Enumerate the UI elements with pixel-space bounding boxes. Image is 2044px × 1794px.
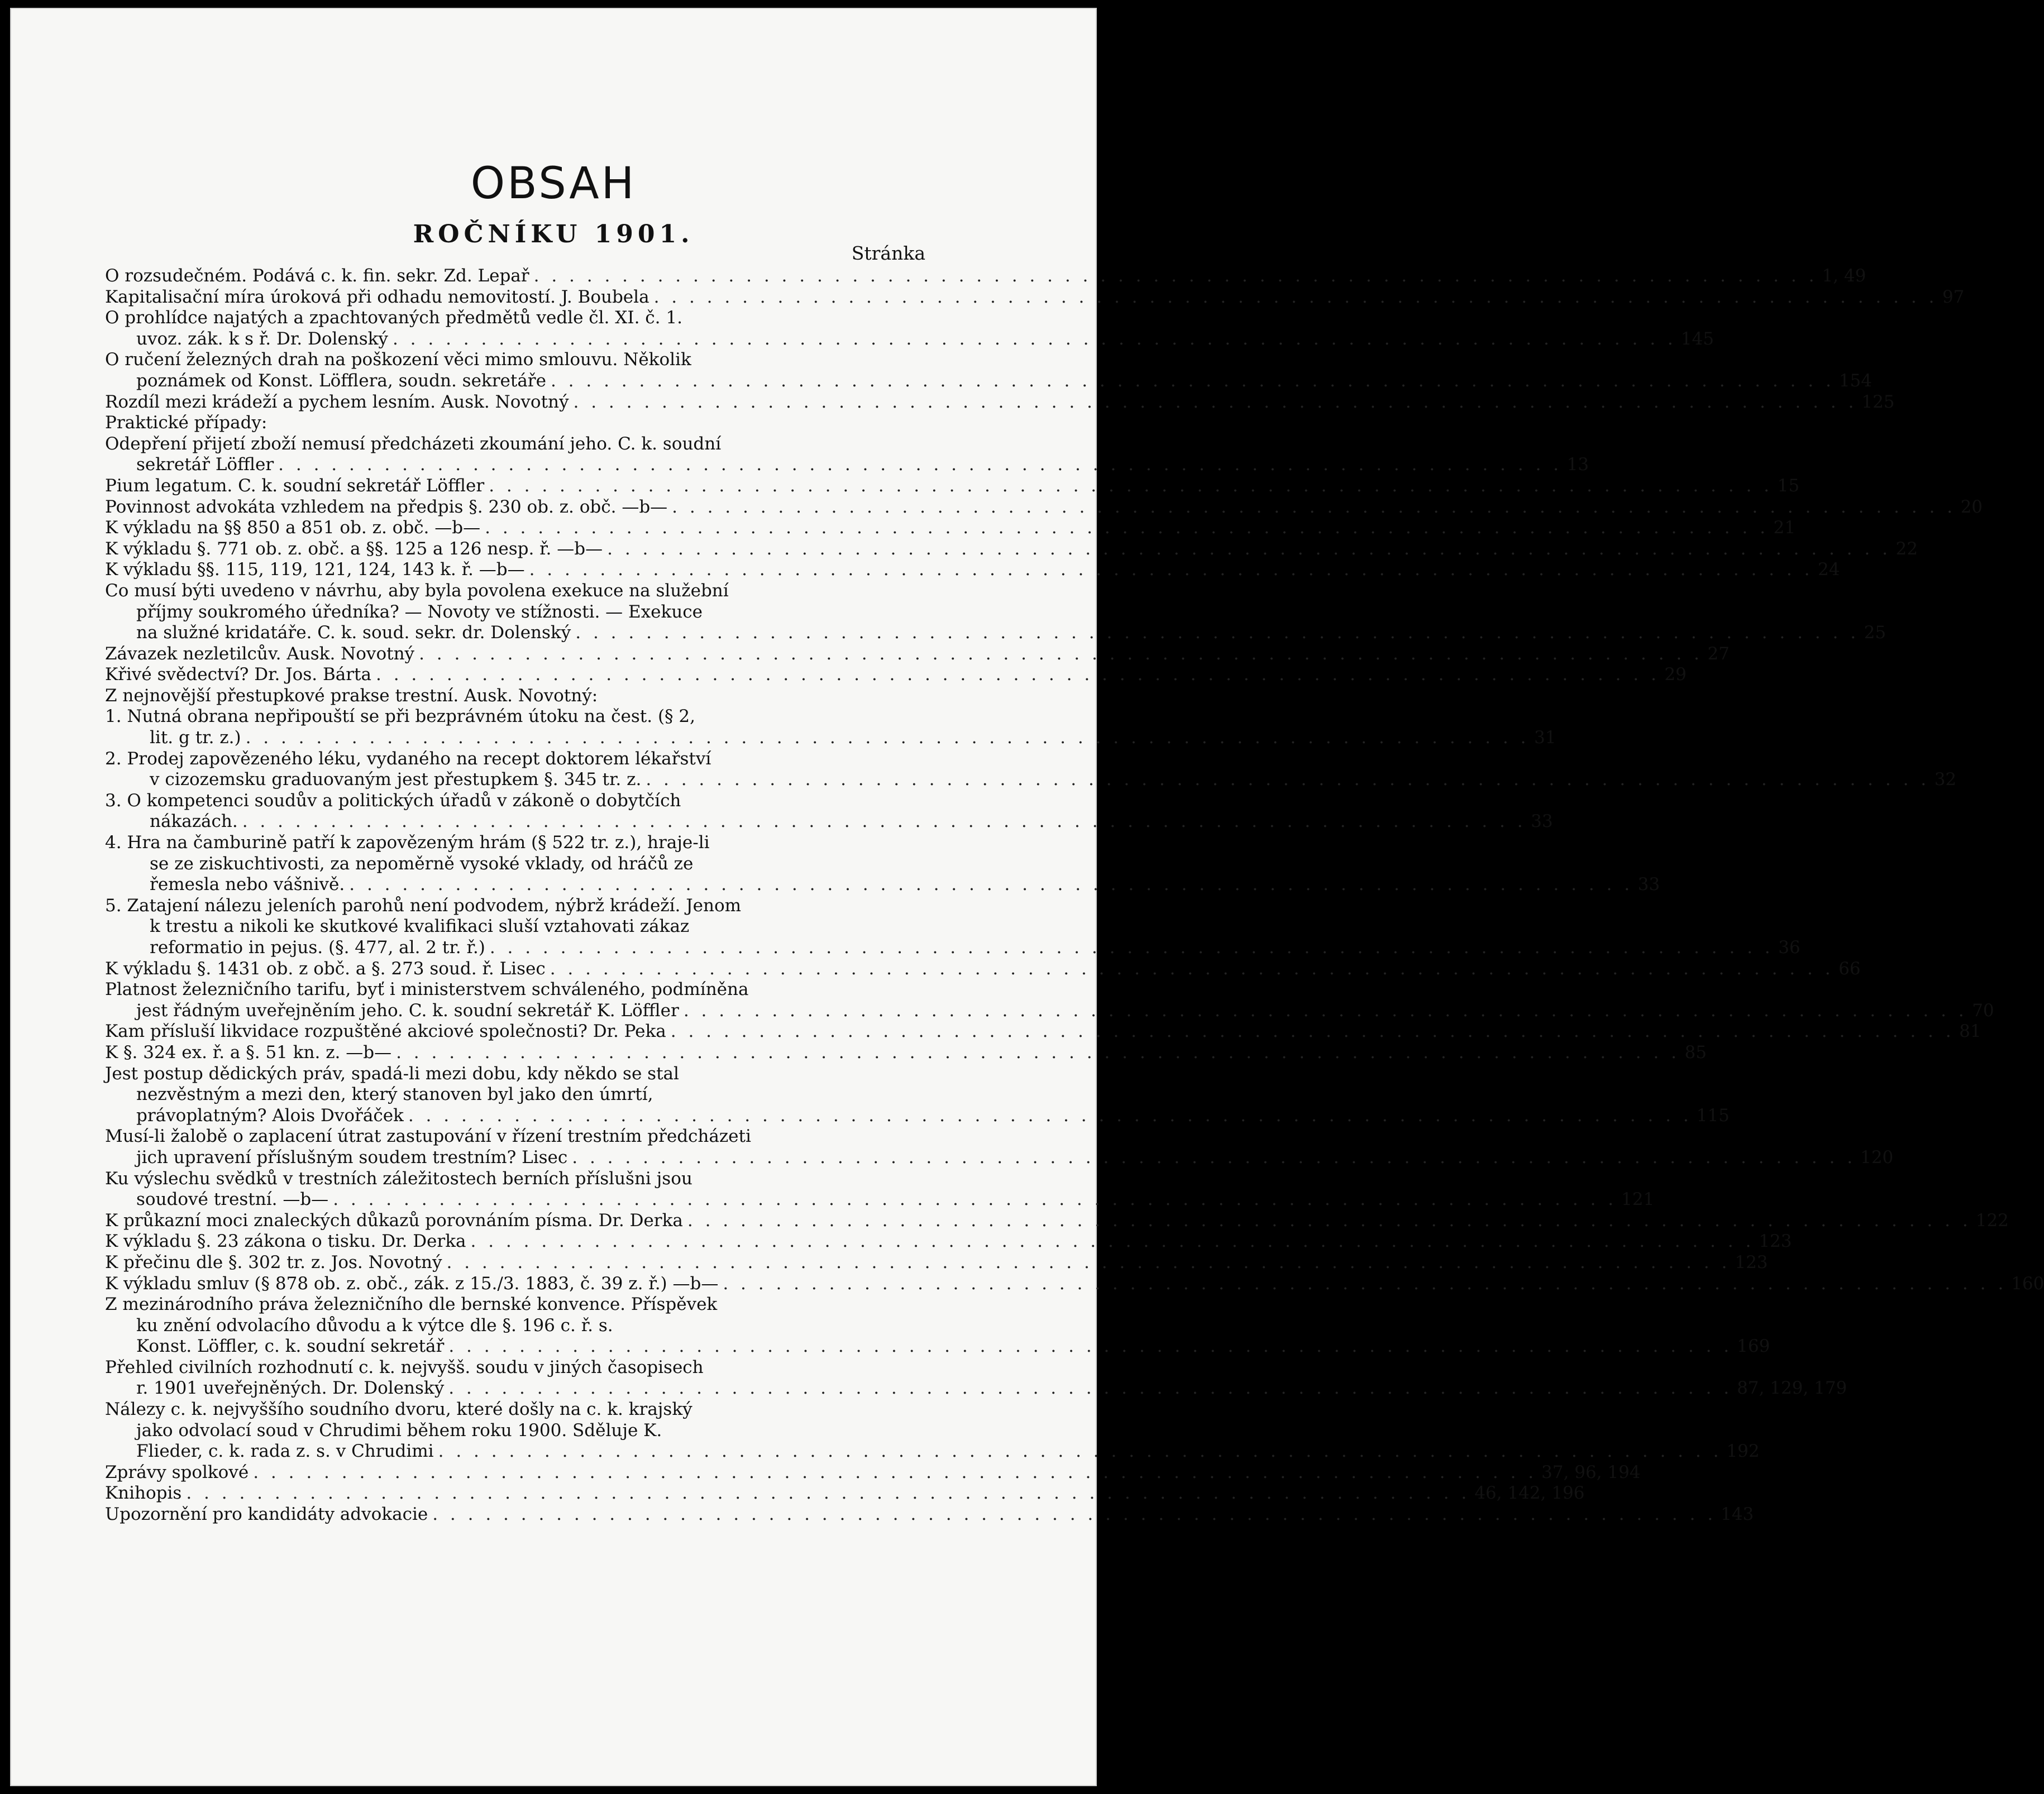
dot-leader [349,874,1633,896]
toc-entry-text: K výkladu smluv (§ 878 ob. z. obč., zák. z 15./3. 1883, č. 39 z. ř.) —b— [105,1273,719,1294]
toc-page-number: 97 [1942,286,1965,307]
dot-leader [607,539,1891,560]
toc-entry [105,1231,1792,1252]
toc-page-number: 22 [1895,538,1918,559]
document-page [10,8,2044,1786]
toc-entry-text: Rozdíl mezi krádeží a pychem lesním. Ausk. Novotný [105,391,569,412]
dot-leader [470,1231,1754,1252]
toc-entry [105,286,1965,308]
toc-entry [105,475,1800,497]
dot-leader [489,476,1773,497]
table-of-contents [105,266,2044,1525]
toc-page-number: 154 [1838,370,1872,391]
dot-leader [448,1378,1732,1399]
dot-leader [575,623,1859,644]
toc-entry-text: řemesla nebo vášnivě. [150,874,345,895]
toc-entry [105,706,1556,748]
dot-leader [654,287,1938,308]
volume-subtitle: ROČNÍKU 1901. [413,220,694,248]
toc-entry-text: v cizozemsku graduovaným jest přestupkem §. 345 tr. z. [150,769,642,790]
toc-entry-text: se ze ziskuchtivosti, za nepoměrně vysoké vklady, od hráčů ze [150,853,694,874]
toc-entry-text: O prohlídce najatých a zpachtovaných předmětů vedle čl. XI. č. 1. [105,308,682,328]
dot-leader [646,769,1930,791]
toc-page-number: 85 [1684,1042,1707,1063]
toc-entry-text: 3. O kompetenci soudův a politických úřadů v zákoně o dobytčích [105,790,681,811]
toc-entry-text: 2. Prodej zapovězeného léku, vydaného na recept doktorem lékařství [105,748,711,769]
toc-entry-text: Odepření přijetí zboží nemusí předcházeti zkoumání jeho. C. k. soudní [105,433,722,454]
toc-page-number: 192 [1726,1441,1760,1462]
toc-entry-text: Ku výslechu svědků v trestních záležitostech berních příslušni jsou [105,1168,693,1189]
toc-page-number: 169 [1737,1336,1770,1357]
dot-leader [438,1441,1722,1462]
toc-entry [105,1504,1754,1525]
dot-leader [687,1211,1971,1232]
toc-page-number: 122 [1975,1210,2009,1231]
toc-entry-text: Knihopis [105,1483,182,1504]
dot-leader [396,1042,1680,1064]
toc-entry-text: Upozornění pro kandidáty advokacie [105,1504,428,1525]
toc-entry-text: Křivé svědectví? Dr. Jos. Bárta [105,664,371,685]
dot-leader [419,644,1703,665]
dot-leader [671,1021,1955,1042]
toc-entry [105,790,1553,833]
toc-entry-text: právoplatným? Alois Dvořáček [136,1105,404,1126]
dot-leader [253,1462,1537,1484]
toc-entry-text: soudové trestní. —b— [136,1189,329,1210]
toc-page-number: 15 [1777,475,1800,496]
toc-entry [105,413,948,434]
toc-entry [105,559,1840,581]
toc-entry-text: Flieder, c. k. rada z. s. v Chrudimi [136,1441,434,1462]
toc-entry [105,1042,1707,1064]
dot-leader [485,518,1769,539]
toc-entry [105,538,1918,560]
dot-leader [393,329,1677,350]
toc-page-number: 36 [1778,937,1801,958]
toc-entry [105,686,948,707]
dot-leader [333,1189,1617,1211]
toc-entry-text: sekretář Löffler [136,455,274,475]
toc-entry [105,266,1866,287]
toc-entry-text: K výkladu §. 771 ob. z. obč. a §§. 125 a 126 nesp. ř. —b— [105,538,603,559]
toc-entry-text: Co musí býti uvedeno v návrhu, aby byla povolena exekuce na služební [105,580,729,601]
toc-entry [105,1021,1981,1042]
toc-entry-text: lit. g tr. z.) [150,728,241,748]
toc-entry [105,748,1957,791]
toc-page-number: 123 [1759,1231,1792,1252]
toc-entry-text: Závazek nezletilcův. Ausk. Novotný [105,643,415,664]
dot-leader [551,371,1835,392]
toc-entry [105,433,1589,476]
toc-entry [105,580,1887,644]
toc-entry-text: Povinnost advokáta vzhledem na předpis §. 230 ob. z. obč. —b— [105,496,668,517]
toc-entry-text: K výkladu §. 23 zákona o tisku. Dr. Derka [105,1231,466,1252]
toc-entry-text: 4. Hra na čamburině patří k zapovězeným hrám (§ 522 tr. z.), hraje-li [105,833,710,853]
dot-leader [447,1252,1731,1274]
toc-entry-text: poznámek od Konst. Löfflera, soudn. sekretáře [136,370,546,391]
toc-entry [105,1462,1641,1484]
toc-page-number: 66 [1838,958,1861,979]
toc-entry-text: r. 1901 uveřejněných. Dr. Dolenský [136,1378,445,1399]
dot-leader [278,455,1562,476]
toc-entry-text: Praktické případy: [105,413,268,433]
dot-leader [574,392,1857,413]
toc-page-number: 145 [1680,328,1714,349]
toc-entry-text: příjmy soukromého úředníka? — Novoty ve stížnosti. — Exekuce [136,601,703,622]
dot-leader [246,728,1530,749]
page-title: OBSAH [470,159,637,209]
toc-page-number: 46, 142, 196 [1474,1483,1585,1504]
toc-page-number: 32 [1934,769,1957,790]
toc-page-number: 37, 96, 194 [1541,1462,1641,1482]
toc-entry [105,1126,1894,1168]
toc-entry [105,350,1872,391]
toc-entry [105,1273,2044,1295]
toc-page-number: 33 [1637,874,1660,895]
toc-entry-text: K průkazní moci znaleckých důkazů porovnáním písma. Dr. Derka [105,1210,683,1231]
toc-entry-text: O ručení železných drah na poškození věci mimo smlouvu. Několik [105,350,691,370]
dot-leader [684,1001,1967,1022]
page-column-label: Stránka [851,242,925,264]
dot-leader [448,1336,1732,1357]
toc-entry-text: ku znění odvolacího důvodu a k výtce dle §. 196 c. ř. s. [136,1315,613,1336]
dot-leader [408,1106,1692,1127]
toc-entry-text: k trestu a nikoli ke skutkové kvalifikaci sluší vztahovati zákaz [150,916,690,937]
toc-entry [105,833,1660,896]
toc-entry-text: Z mezinárodního práva železničního dle bernské konvence. Příspěvek [105,1294,718,1315]
toc-entry [105,958,1861,980]
toc-page-number: 125 [1861,391,1895,412]
toc-entry [105,979,1994,1021]
toc-entry-text: Nálezy c. k. nejvyššího soudního dvoru, které došly na c. k. krajský [105,1399,693,1420]
toc-page-number: 120 [1860,1147,1894,1168]
dot-leader [572,1147,1856,1169]
dot-leader [432,1504,1716,1525]
dot-leader [376,664,1660,686]
toc-page-number: 27 [1707,643,1730,664]
dot-leader [672,497,1956,518]
toc-page-number: 115 [1696,1105,1730,1126]
toc-entry-text: Z nejnovější přestupkové prakse trestní. Ausk. Novotný: [105,685,598,706]
toc-entry-text: na služné kridatáře. C. k. soud. sekr. dr. Dolenský [136,623,571,643]
toc-entry-text: reformatio in pejus. (§. 477, al. 2 tr. ř.) [150,937,485,958]
dot-leader [186,1483,1470,1504]
toc-entry-text: nákazách. [150,811,238,832]
toc-page-number: 123 [1735,1252,1768,1272]
toc-page-number: 29 [1664,664,1687,685]
toc-entry [105,1252,1768,1274]
toc-page-number: 121 [1621,1189,1655,1210]
dot-leader [242,811,1526,833]
toc-entry-text: Pium legatum. C. k. soudní sekretář Löffler [105,475,485,496]
toc-entry-text: K výkladu na §§ 850 a 851 ob. z. obč. —b— [105,518,481,538]
toc-entry-text: K výkladu §. 1431 ob. z obč. a §. 273 soud. ř. Lisec [105,958,546,979]
toc-page-number: 143 [1721,1504,1754,1525]
toc-page-number: 70 [1972,1000,1994,1021]
toc-page-number: 31 [1534,728,1556,748]
toc-entry-text: Zprávy spolkové [105,1462,249,1482]
toc-entry [105,664,1687,686]
toc-page-number: 87, 129, 179 [1737,1378,1847,1399]
toc-entry-text: K přečinu dle §. 302 tr. z. Jos. Novotný [105,1252,442,1272]
toc-entry-text: 1. Nutná obrana nepřipouští se při bezprávném útoku na čest. (§ 2, [105,706,695,727]
toc-entry [105,1294,1770,1357]
toc-entry [105,1168,1655,1211]
toc-entry [105,1210,2009,1232]
toc-entry-text: Kapitalisační míra úroková při odhadu nemovitostí. J. Boubela [105,286,650,307]
toc-entry-text: Musí-li žalobě o zaplacení útrat zastupování v řízení trestním předcházeti [105,1126,751,1147]
toc-entry-text: Konst. Löffler, c. k. soudní sekretář [136,1336,445,1357]
toc-entry-text: Přehled civilních rozhodnutí c. k. nejvyšš. soudu v jiných časopisech [105,1357,704,1377]
toc-entry-text: jako odvolací soud v Chrudimi během roku 1900. Sděluje K. [136,1420,662,1441]
toc-page-number: 13 [1567,455,1589,475]
dot-leader [529,559,1813,581]
toc-page-number: 21 [1773,518,1795,538]
toc-entry [105,1483,1585,1504]
dot-leader [534,266,1818,287]
toc-page-number: 1, 49 [1822,266,1866,286]
toc-page-number: 33 [1531,811,1553,832]
toc-page-number: 160 [2011,1273,2044,1294]
dot-leader [723,1274,2007,1295]
toc-entry [105,1357,1847,1399]
toc-entry [105,1063,1730,1127]
toc-entry-text: K §. 324 ex. ř. a §. 51 kn. z. —b— [105,1042,392,1063]
toc-entry-text: O rozsudečném. Podává c. k. fin. sekr. Zd. Lepař [105,266,529,286]
dot-leader [550,959,1834,980]
toc-entry [105,391,1895,413]
toc-entry-text: jest řádným uveřejněním jeho. C. k. soudní sekretář K. Löffler [136,1000,679,1021]
toc-entry [105,643,1730,665]
dot-leader [490,937,1774,959]
toc-entry-text: jich upravení příslušným soudem trestním? Lisec [136,1147,568,1168]
toc-entry [105,1399,1760,1462]
toc-page-number: 24 [1817,559,1840,580]
toc-entry [105,308,1714,350]
toc-entry [105,518,1795,539]
toc-page-number: 20 [1960,496,1983,517]
toc-page-number: 81 [1959,1021,1981,1042]
toc-entry [105,895,1801,959]
toc-entry-text: Kam přísluší likvidace rozpuštěné akciové společnosti? Dr. Peka [105,1021,666,1042]
toc-page-number: 25 [1864,623,1887,643]
toc-entry-text: nezvěstným a mezi den, který stanoven byl jako den úmrtí, [136,1084,653,1105]
toc-entry-text: Jest postup dědických práv, spadá-li mezi dobu, kdy někdo se stal [105,1063,679,1084]
toc-entry-text: Platnost železničního tarifu, byť i ministerstvem schváleného, podmíněna [105,979,749,1000]
toc-entry-text: uvoz. zák. k s ř. Dr. Dolenský [136,328,388,349]
toc-entry-text: K výkladu §§. 115, 119, 121, 124, 143 k. ř. —b— [105,559,525,580]
toc-entry-text: 5. Zatajení nálezu jeleních parohů není podvodem, nýbrž krádeží. Jenom [105,895,742,916]
toc-entry [105,496,1983,518]
